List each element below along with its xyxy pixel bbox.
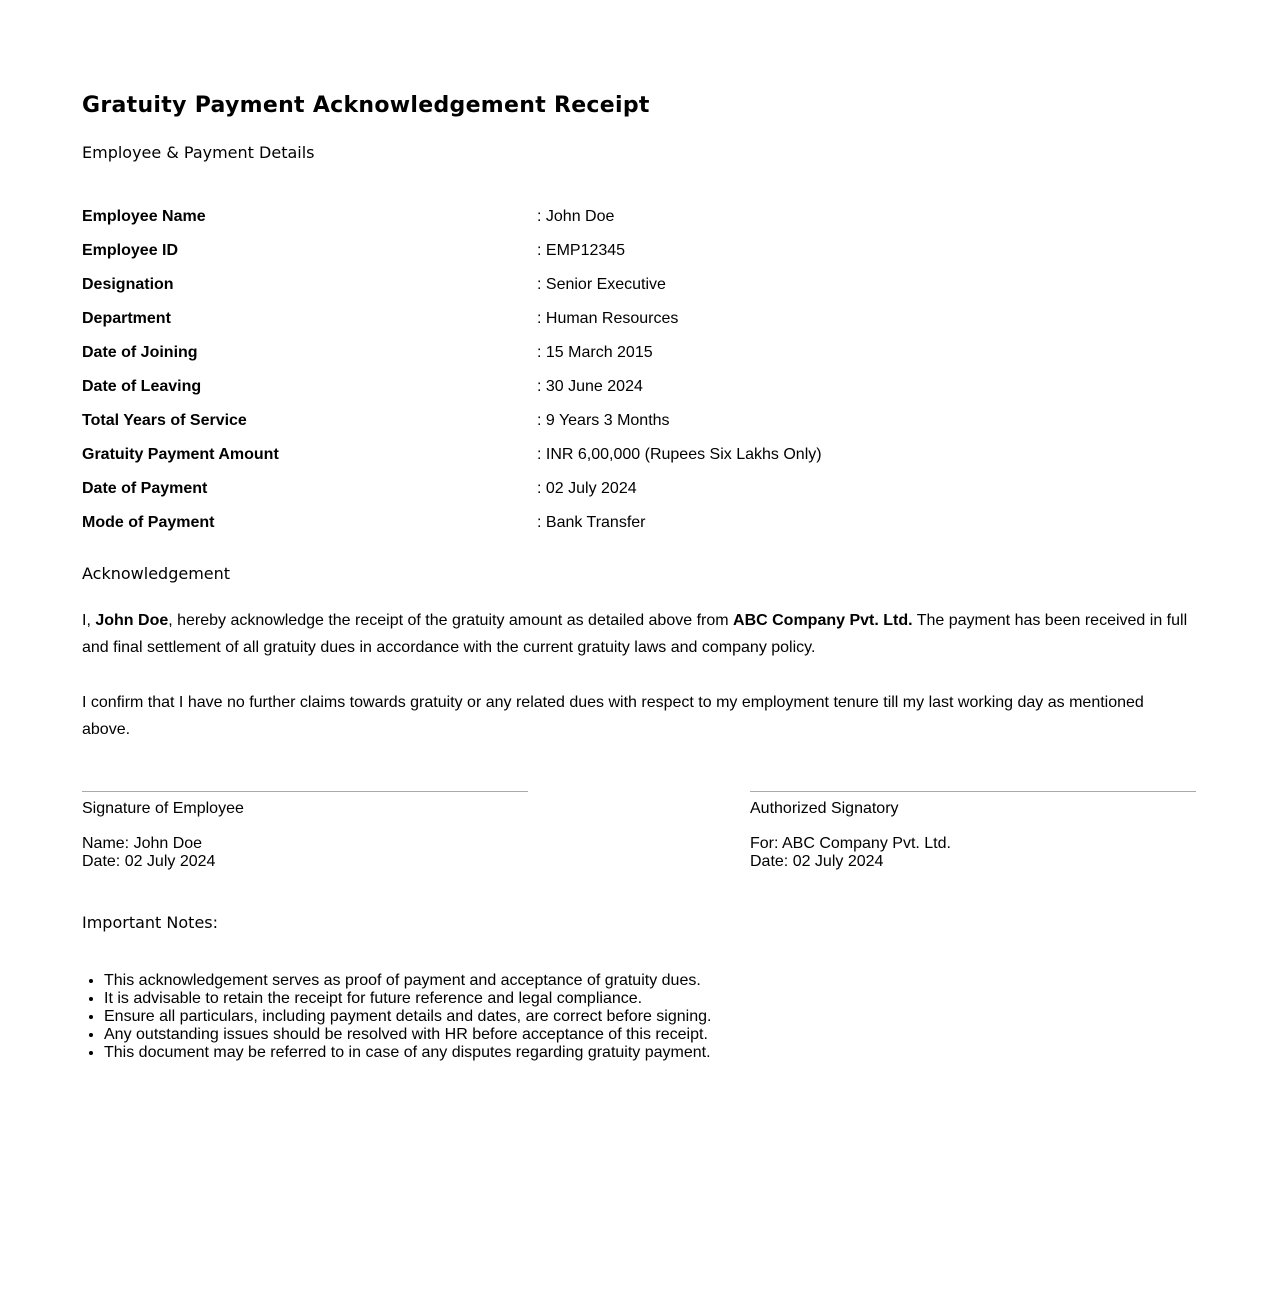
details-row — [82, 404, 1196, 438]
signature-line — [82, 791, 528, 792]
ack-employee-name: John Doe — [95, 612, 169, 629]
detail-label: Department — [82, 310, 171, 327]
acknowledgement-paragraph — [82, 607, 1196, 661]
details-row — [82, 234, 1196, 268]
detail-label: Employee Name — [82, 208, 206, 225]
list-item: • Any outstanding issues should be resolved with HR before acceptance of this receipt. — [104, 1026, 1196, 1044]
details-row — [82, 302, 1196, 336]
notes-list — [82, 972, 1196, 1062]
ack-company-name: ABC Company Pvt. Ltd. — [733, 612, 913, 629]
detail-label: Date of Payment — [82, 480, 208, 497]
detail-value: : EMP12345 — [537, 242, 626, 259]
detail-value: : Bank Transfer — [537, 514, 646, 531]
details-row — [82, 370, 1196, 404]
ack-text-suffix: The payment has been received in full and final settlement of all gratuity dues in accordance with the current gratuity laws and company policy. — [82, 612, 1188, 656]
detail-value: : John Doe — [537, 208, 615, 225]
detail-label: Designation — [82, 276, 174, 293]
detail-label: Gratuity Payment Amount — [82, 446, 279, 463]
detail-value: : Senior Executive — [537, 276, 666, 293]
ack-text-middle: , hereby acknowledge the receipt of the gratuity amount as detailed above from — [168, 612, 734, 629]
details-heading: Employee & Payment Details — [82, 143, 315, 162]
employee-signature-title: Signature of Employee — [82, 800, 244, 817]
details-row — [82, 506, 1196, 540]
detail-value: : Human Resources — [537, 310, 679, 327]
details-row — [82, 438, 1196, 472]
list-item: • It is advisable to retain the receipt for future reference and legal compliance. — [104, 990, 1196, 1008]
list-item: • This acknowledgement serves as proof of payment and acceptance of gratuity dues. — [104, 972, 1196, 990]
details-table — [82, 200, 1196, 540]
signature-line — [750, 791, 1196, 792]
detail-value: : INR 6,00,000 (Rupees Six Lakhs Only) — [537, 446, 822, 463]
authorized-signature-date: Date: 02 July 2024 — [750, 853, 884, 870]
detail-label: Total Years of Service — [82, 412, 247, 429]
page-title: Gratuity Payment Acknowledgement Receipt — [82, 93, 650, 118]
authorized-signature-title: Authorized Signatory — [750, 800, 899, 817]
detail-label: Date of Leaving — [82, 378, 202, 395]
details-row — [82, 268, 1196, 302]
employee-signature-name: Name: John Doe — [82, 835, 203, 852]
signature-section — [82, 791, 1196, 871]
authorized-signature-meta — [750, 835, 1196, 871]
notes-heading: Important Notes: — [82, 913, 219, 932]
employee-signature-date: Date: 02 July 2024 — [82, 853, 216, 870]
details-row — [82, 200, 1196, 234]
employee-signature-block — [82, 791, 528, 871]
details-row — [82, 472, 1196, 506]
ack-text-prefix: I, — [82, 612, 96, 629]
detail-label: Employee ID — [82, 242, 179, 259]
authorized-signature-for: For: ABC Company Pvt. Ltd. — [750, 835, 951, 852]
authorized-signature-block — [750, 791, 1196, 871]
detail-value: : 15 March 2015 — [537, 344, 653, 361]
details-row — [82, 336, 1196, 370]
detail-label: Date of Joining — [82, 344, 198, 361]
list-item: • This document may be referred to in case of any disputes regarding gratuity payment. — [104, 1044, 1196, 1062]
list-item: • Ensure all particulars, including payment details and dates, are correct before signing. — [104, 1008, 1196, 1026]
detail-value: : 9 Years 3 Months — [537, 412, 670, 429]
confirmation-paragraph: I confirm that I have no further claims towards gratuity or any related dues with respect to my employment tenure till my last working day as mentioned above. — [82, 694, 1144, 738]
acknowledgement-heading: Acknowledgement — [82, 564, 231, 583]
employee-signature-meta — [82, 835, 528, 871]
detail-label: Mode of Payment — [82, 514, 215, 531]
detail-value: : 02 July 2024 — [537, 480, 637, 497]
detail-value: : 30 June 2024 — [537, 378, 643, 395]
